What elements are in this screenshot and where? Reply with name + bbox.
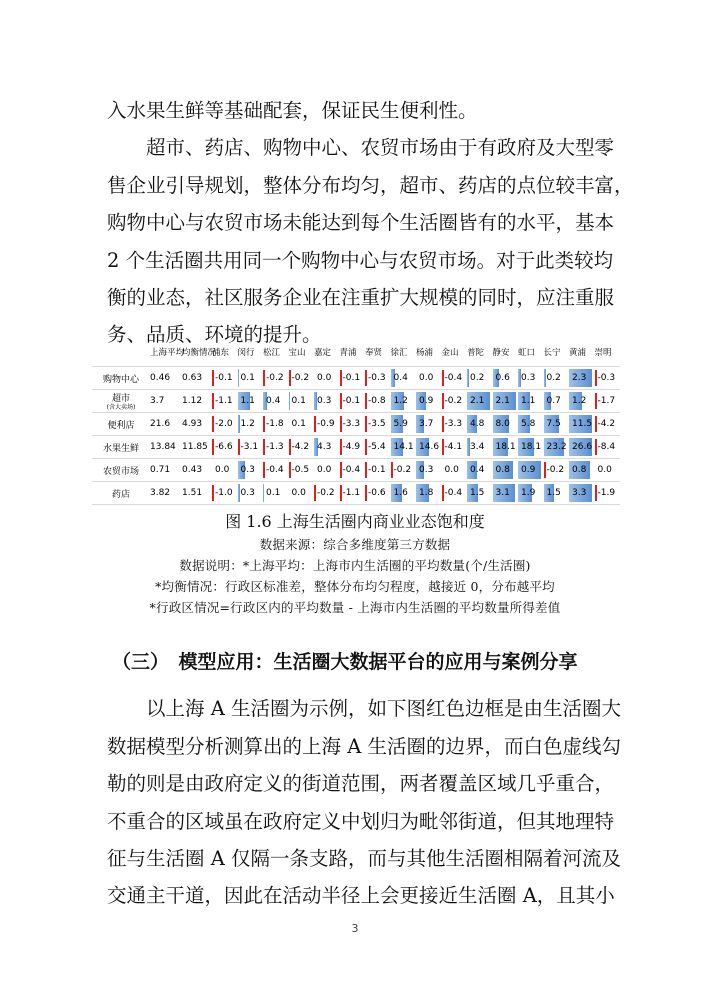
cell-value: 1.6 bbox=[393, 488, 408, 498]
average-cell: 0.46 bbox=[150, 367, 182, 390]
district-cell bbox=[365, 459, 391, 482]
district-cell bbox=[340, 367, 366, 390]
figure-note-2: *均衡情况：行政区标准差，整体分布均匀程度，越接近 0，分布越平均 bbox=[155, 579, 555, 594]
cell-value: -1.7 bbox=[597, 396, 616, 406]
district-cell bbox=[544, 367, 570, 390]
district-cell bbox=[314, 413, 340, 436]
district-cell bbox=[595, 482, 621, 505]
cell-value: -1.0 bbox=[215, 488, 233, 498]
cell-value: 0.9 bbox=[419, 396, 434, 406]
saturation-table bbox=[92, 340, 620, 505]
district-cell bbox=[263, 413, 289, 436]
cell-value: 0.4 bbox=[393, 373, 408, 383]
saturation-table-wrapper bbox=[92, 340, 620, 498]
cell-value: -0.2 bbox=[291, 373, 310, 383]
cell-value: -0.1 bbox=[215, 373, 233, 383]
district-cell bbox=[314, 390, 340, 413]
page-number: 3 bbox=[351, 922, 359, 935]
cell-value: -0.3 bbox=[368, 373, 386, 383]
cell-value: 3.1 bbox=[495, 488, 510, 498]
row-label-text: 超市 bbox=[111, 394, 130, 404]
cell-value: -1.8 bbox=[266, 419, 284, 429]
district-cell bbox=[289, 367, 315, 390]
cell-value: 0.3 bbox=[240, 465, 255, 475]
average-cell: 3.7 bbox=[150, 390, 182, 413]
district-cell bbox=[416, 436, 442, 459]
cell-value: 1.2 bbox=[572, 396, 587, 406]
cell-value: -6.6 bbox=[215, 442, 233, 452]
cell-value: 2.3 bbox=[572, 373, 587, 383]
average-cell: 21.6 bbox=[150, 413, 182, 436]
district-cell bbox=[467, 390, 493, 413]
figure-note-1: 数据说明：*上海平均：上海市内生活圈的平均数量(个/生活圈) bbox=[179, 558, 531, 573]
district-cell bbox=[340, 413, 366, 436]
row-label bbox=[92, 459, 150, 482]
cell-value: -2.0 bbox=[215, 419, 233, 429]
cell-value: 0.3 bbox=[317, 396, 332, 406]
cell-value: 0.3 bbox=[419, 465, 434, 475]
district-cell bbox=[212, 459, 238, 482]
cell-value: 1.9 bbox=[521, 488, 536, 498]
text-line: 交通主干道，因此在活动半径上会更接近生活圈 A，且其小 bbox=[107, 884, 615, 907]
cell-value: -0.1 bbox=[368, 465, 386, 475]
text-line: 征与生活圈 A 仅隔一条支路，而与其他生活圈相隔着河流及 bbox=[107, 847, 621, 870]
district-cell bbox=[416, 367, 442, 390]
average-cell: 13.84 bbox=[150, 436, 182, 459]
header-average: 上海平均 bbox=[150, 340, 182, 367]
text-line: 购物中心与农贸市场未能达到每个生活圈皆有的水平，基本 bbox=[107, 211, 615, 234]
district-cell bbox=[365, 436, 391, 459]
cell-value: -0.2 bbox=[317, 488, 335, 498]
district-cell bbox=[518, 390, 544, 413]
table-row bbox=[92, 413, 620, 436]
cell-value: -1.1 bbox=[342, 488, 361, 498]
cell-value: -3.5 bbox=[368, 419, 386, 429]
text-line: 数据模型分析测算出的上海 A 生活圈的边界，而白色虚线勾 bbox=[107, 735, 621, 758]
district-cell bbox=[442, 482, 468, 505]
district-cell bbox=[493, 413, 519, 436]
cell-value: -0.9 bbox=[317, 419, 335, 429]
cell-value: -0.3 bbox=[597, 373, 616, 383]
cell-value: 8.0 bbox=[495, 419, 510, 429]
text-line: 不重合的区域虽在政府定义中划归为毗邻街道，但其地理特 bbox=[107, 810, 615, 833]
cell-value: 1.5 bbox=[470, 488, 485, 498]
balance-cell: 1.51 bbox=[182, 482, 212, 505]
cell-value: 1.2 bbox=[393, 396, 408, 406]
district-cell bbox=[569, 390, 595, 413]
district-cell bbox=[416, 390, 442, 413]
cell-value: 0.0 bbox=[215, 465, 230, 475]
row-label bbox=[92, 482, 150, 505]
district-cell bbox=[314, 436, 340, 459]
average-cell: 3.82 bbox=[150, 482, 182, 505]
text-line: 衡的业态，社区服务企业在注重扩大规模的同时，应注重服 bbox=[107, 286, 615, 309]
district-cell bbox=[212, 436, 238, 459]
cell-value: -0.4 bbox=[444, 488, 463, 498]
cell-value: 18.1 bbox=[521, 442, 542, 452]
district-cell bbox=[493, 390, 519, 413]
header-district: 崇明 bbox=[595, 340, 621, 367]
cell-value: -3.3 bbox=[444, 419, 463, 429]
cell-value: 0.0 bbox=[444, 465, 459, 475]
district-cell bbox=[544, 436, 570, 459]
cell-value: 0.8 bbox=[495, 465, 510, 475]
district-cell bbox=[442, 413, 468, 436]
district-cell bbox=[518, 367, 544, 390]
row-label bbox=[92, 436, 150, 459]
district-cell bbox=[544, 413, 570, 436]
cell-value: 0.4 bbox=[470, 465, 485, 475]
district-cell bbox=[569, 436, 595, 459]
district-cell bbox=[263, 367, 289, 390]
cell-value: 5.8 bbox=[521, 419, 536, 429]
header-district: 青浦 bbox=[340, 340, 366, 367]
district-cell bbox=[544, 390, 570, 413]
cell-value: 4.8 bbox=[470, 419, 485, 429]
cell-value: 14.1 bbox=[393, 442, 414, 452]
row-label bbox=[92, 413, 150, 436]
district-cell bbox=[289, 482, 315, 505]
district-cell bbox=[442, 390, 468, 413]
balance-cell: 4.93 bbox=[182, 413, 212, 436]
district-cell bbox=[391, 413, 417, 436]
district-cell bbox=[238, 367, 264, 390]
row-label-text: 农贸市场 bbox=[102, 466, 139, 477]
cell-value: -1.1 bbox=[215, 396, 233, 406]
balance-cell: 0.63 bbox=[182, 367, 212, 390]
cell-value: 0.1 bbox=[291, 396, 306, 406]
row-label-text: 购物中心 bbox=[102, 374, 139, 385]
cell-value: -0.2 bbox=[546, 465, 565, 475]
cell-value: 3.4 bbox=[470, 442, 485, 452]
row-label-text: 水果生鲜 bbox=[102, 443, 139, 454]
cell-value: 4.3 bbox=[317, 442, 332, 452]
district-cell bbox=[569, 482, 595, 505]
table-row bbox=[92, 482, 620, 505]
district-cell bbox=[340, 436, 366, 459]
table-header-row bbox=[92, 340, 620, 367]
district-cell bbox=[493, 459, 519, 482]
district-cell bbox=[518, 459, 544, 482]
cell-value: 2.1 bbox=[495, 396, 510, 406]
district-cell bbox=[212, 482, 238, 505]
district-cell bbox=[518, 482, 544, 505]
cell-value: -1.9 bbox=[597, 488, 616, 498]
cell-value: 1.1 bbox=[521, 396, 536, 406]
district-cell bbox=[289, 436, 315, 459]
cell-value: -1.3 bbox=[266, 442, 284, 452]
header-district: 松江 bbox=[263, 340, 289, 367]
table-row bbox=[92, 367, 620, 390]
district-cell bbox=[467, 459, 493, 482]
cell-value: -3.1 bbox=[240, 442, 259, 452]
text-line: 售企业引导规划，整体分布均匀，超市、药店的点位较丰富， bbox=[107, 174, 634, 197]
cell-value: 11.5 bbox=[572, 419, 593, 429]
cell-value: -0.2 bbox=[393, 465, 412, 475]
text-line: 以上海 A 生活圈为示例，如下图红色边框是由生活圈大 bbox=[107, 697, 621, 720]
district-cell bbox=[467, 413, 493, 436]
cell-value: 0.0 bbox=[317, 465, 332, 475]
district-cell bbox=[340, 459, 366, 482]
district-cell bbox=[569, 367, 595, 390]
district-cell bbox=[442, 367, 468, 390]
cell-value: 0.9 bbox=[521, 465, 536, 475]
district-cell bbox=[493, 367, 519, 390]
cell-value: -0.5 bbox=[291, 465, 310, 475]
district-cell bbox=[493, 436, 519, 459]
cell-value: 14.6 bbox=[419, 442, 440, 452]
district-cell bbox=[442, 459, 468, 482]
district-cell bbox=[340, 390, 366, 413]
cell-value: 1.5 bbox=[546, 488, 561, 498]
district-cell bbox=[595, 413, 621, 436]
cell-value: 3.7 bbox=[419, 419, 434, 429]
district-cell bbox=[544, 482, 570, 505]
row-label bbox=[92, 390, 150, 413]
district-cell bbox=[314, 482, 340, 505]
figure-source: 数据来源：综合多维度第三方数据 bbox=[259, 537, 451, 552]
district-cell bbox=[365, 390, 391, 413]
table-row bbox=[92, 436, 620, 459]
figure-note-3: *行政区情况=行政区内的平均数量 - 上海市内生活圈的平均数量所得差值 bbox=[149, 600, 561, 615]
balance-cell: 1.12 bbox=[182, 390, 212, 413]
district-cell bbox=[442, 436, 468, 459]
district-cell bbox=[238, 436, 264, 459]
district-cell bbox=[595, 367, 621, 390]
district-cell bbox=[212, 367, 238, 390]
district-cell bbox=[238, 459, 264, 482]
district-cell bbox=[314, 367, 340, 390]
cell-value: -0.2 bbox=[266, 373, 284, 383]
district-cell bbox=[238, 482, 264, 505]
district-cell bbox=[391, 482, 417, 505]
district-cell bbox=[595, 436, 621, 459]
district-cell bbox=[416, 413, 442, 436]
row-label-text: 药店 bbox=[111, 489, 130, 500]
balance-cell: 0.43 bbox=[182, 459, 212, 482]
district-cell bbox=[238, 390, 264, 413]
cell-value: -4.2 bbox=[291, 442, 310, 452]
header-district: 宝山 bbox=[289, 340, 315, 367]
table-row bbox=[92, 390, 620, 413]
header-district: 嘉定 bbox=[314, 340, 340, 367]
cell-value: 0.8 bbox=[572, 465, 587, 475]
header-district: 杨浦 bbox=[416, 340, 442, 367]
district-cell bbox=[263, 459, 289, 482]
district-cell bbox=[238, 413, 264, 436]
cell-value: -4.9 bbox=[342, 442, 361, 452]
header-balance: 均衡情况 bbox=[182, 340, 212, 367]
header-district: 黄浦 bbox=[569, 340, 595, 367]
district-cell bbox=[467, 482, 493, 505]
table-body bbox=[92, 367, 620, 505]
cell-value: -0.1 bbox=[342, 373, 361, 383]
cell-value: 1.8 bbox=[419, 488, 434, 498]
balance-cell: 11.85 bbox=[182, 436, 212, 459]
district-cell bbox=[212, 413, 238, 436]
district-cell bbox=[391, 390, 417, 413]
district-cell bbox=[391, 436, 417, 459]
header-district: 闵行 bbox=[238, 340, 264, 367]
cell-value: -0.8 bbox=[368, 396, 386, 406]
cell-value: 18.1 bbox=[495, 442, 516, 452]
cell-value: 0.0 bbox=[291, 488, 306, 498]
cell-value: 26.6 bbox=[572, 442, 593, 452]
cell-value: 0.2 bbox=[470, 373, 485, 383]
header-district: 静安 bbox=[493, 340, 519, 367]
text-line: 勒的则是由政府定义的街道范围，两者覆盖区域几乎重合， bbox=[107, 772, 615, 795]
district-cell bbox=[212, 390, 238, 413]
text-line: 超市、药店、购物中心、农贸市场由于有政府及大型零 bbox=[107, 136, 615, 159]
district-cell bbox=[365, 367, 391, 390]
row-label bbox=[92, 367, 150, 390]
cell-value: -0.6 bbox=[368, 488, 386, 498]
cell-value: 0.1 bbox=[266, 488, 281, 498]
figure-caption: 图 1.6 上海生活圈内商业业态饱和度 bbox=[225, 512, 485, 531]
district-cell bbox=[314, 459, 340, 482]
row-label-sub: (含大卖场) bbox=[106, 404, 136, 411]
cell-value: -8.4 bbox=[597, 442, 616, 452]
district-cell bbox=[365, 482, 391, 505]
cell-value: 0.1 bbox=[291, 419, 306, 429]
average-cell: 0.71 bbox=[150, 459, 182, 482]
header-district: 普陀 bbox=[467, 340, 493, 367]
district-cell bbox=[391, 459, 417, 482]
district-cell bbox=[289, 390, 315, 413]
cell-value: -4.1 bbox=[444, 442, 463, 452]
cell-value: 0.4 bbox=[266, 396, 281, 406]
district-cell bbox=[263, 390, 289, 413]
district-cell bbox=[263, 482, 289, 505]
district-cell bbox=[391, 367, 417, 390]
header-district: 奉贤 bbox=[365, 340, 391, 367]
cell-value: 5.9 bbox=[393, 419, 408, 429]
header-district: 长宁 bbox=[544, 340, 570, 367]
cell-value: 1.1 bbox=[240, 396, 255, 406]
district-cell bbox=[544, 459, 570, 482]
cell-value: -4.2 bbox=[597, 419, 616, 429]
text-line: 入水果生鲜等基础配套，保证民生便利性。 bbox=[107, 99, 478, 122]
cell-value: 3.3 bbox=[572, 488, 587, 498]
cell-value: 0.1 bbox=[240, 373, 255, 383]
cell-value: 0.0 bbox=[317, 373, 332, 383]
cell-value: 0.0 bbox=[597, 465, 612, 475]
district-cell bbox=[365, 413, 391, 436]
header-district: 虹口 bbox=[518, 340, 544, 367]
header-district: 金山 bbox=[442, 340, 468, 367]
row-label-text: 便利店 bbox=[107, 420, 135, 431]
cell-value: 0.3 bbox=[240, 488, 255, 498]
district-cell bbox=[569, 459, 595, 482]
cell-value: 1.2 bbox=[240, 419, 255, 429]
district-cell bbox=[467, 436, 493, 459]
district-cell bbox=[289, 413, 315, 436]
header-district: 徐汇 bbox=[391, 340, 417, 367]
cell-value: 0.3 bbox=[521, 373, 536, 383]
cell-value: 2.1 bbox=[470, 396, 485, 406]
section-heading: （三） 模型应用：生活圈大数据平台的应用与案例分享 bbox=[112, 651, 578, 673]
cell-value: -0.4 bbox=[444, 373, 463, 383]
table-row bbox=[92, 459, 620, 482]
cell-value: 0.6 bbox=[495, 373, 510, 383]
district-cell bbox=[595, 390, 621, 413]
district-cell bbox=[416, 459, 442, 482]
header-district: 浦东 bbox=[212, 340, 238, 367]
cell-value: 23.2 bbox=[546, 442, 567, 452]
district-cell bbox=[416, 482, 442, 505]
cell-value: 0.0 bbox=[419, 373, 434, 383]
cell-value: 0.2 bbox=[546, 373, 561, 383]
cell-value: 7.5 bbox=[546, 419, 561, 429]
district-cell bbox=[569, 413, 595, 436]
text-line: 2 个生活圈共用同一个购物中心与农贸市场。对于此类较均 bbox=[107, 249, 614, 272]
cell-value: -0.2 bbox=[444, 396, 463, 406]
district-cell bbox=[518, 413, 544, 436]
cell-value: -3.3 bbox=[342, 419, 361, 429]
district-cell bbox=[289, 459, 315, 482]
cell-value: -0.1 bbox=[342, 396, 361, 406]
cell-value: -0.4 bbox=[342, 465, 361, 475]
district-cell bbox=[518, 436, 544, 459]
header-corner bbox=[92, 340, 150, 367]
district-cell bbox=[595, 459, 621, 482]
district-cell bbox=[467, 367, 493, 390]
cell-value: 0.7 bbox=[546, 396, 561, 406]
district-cell bbox=[340, 482, 366, 505]
cell-value: -5.4 bbox=[368, 442, 386, 452]
cell-value: -0.4 bbox=[266, 465, 284, 475]
district-cell bbox=[263, 436, 289, 459]
text-line: 务、品质、环境的提升。 bbox=[107, 323, 322, 346]
district-cell bbox=[493, 482, 519, 505]
